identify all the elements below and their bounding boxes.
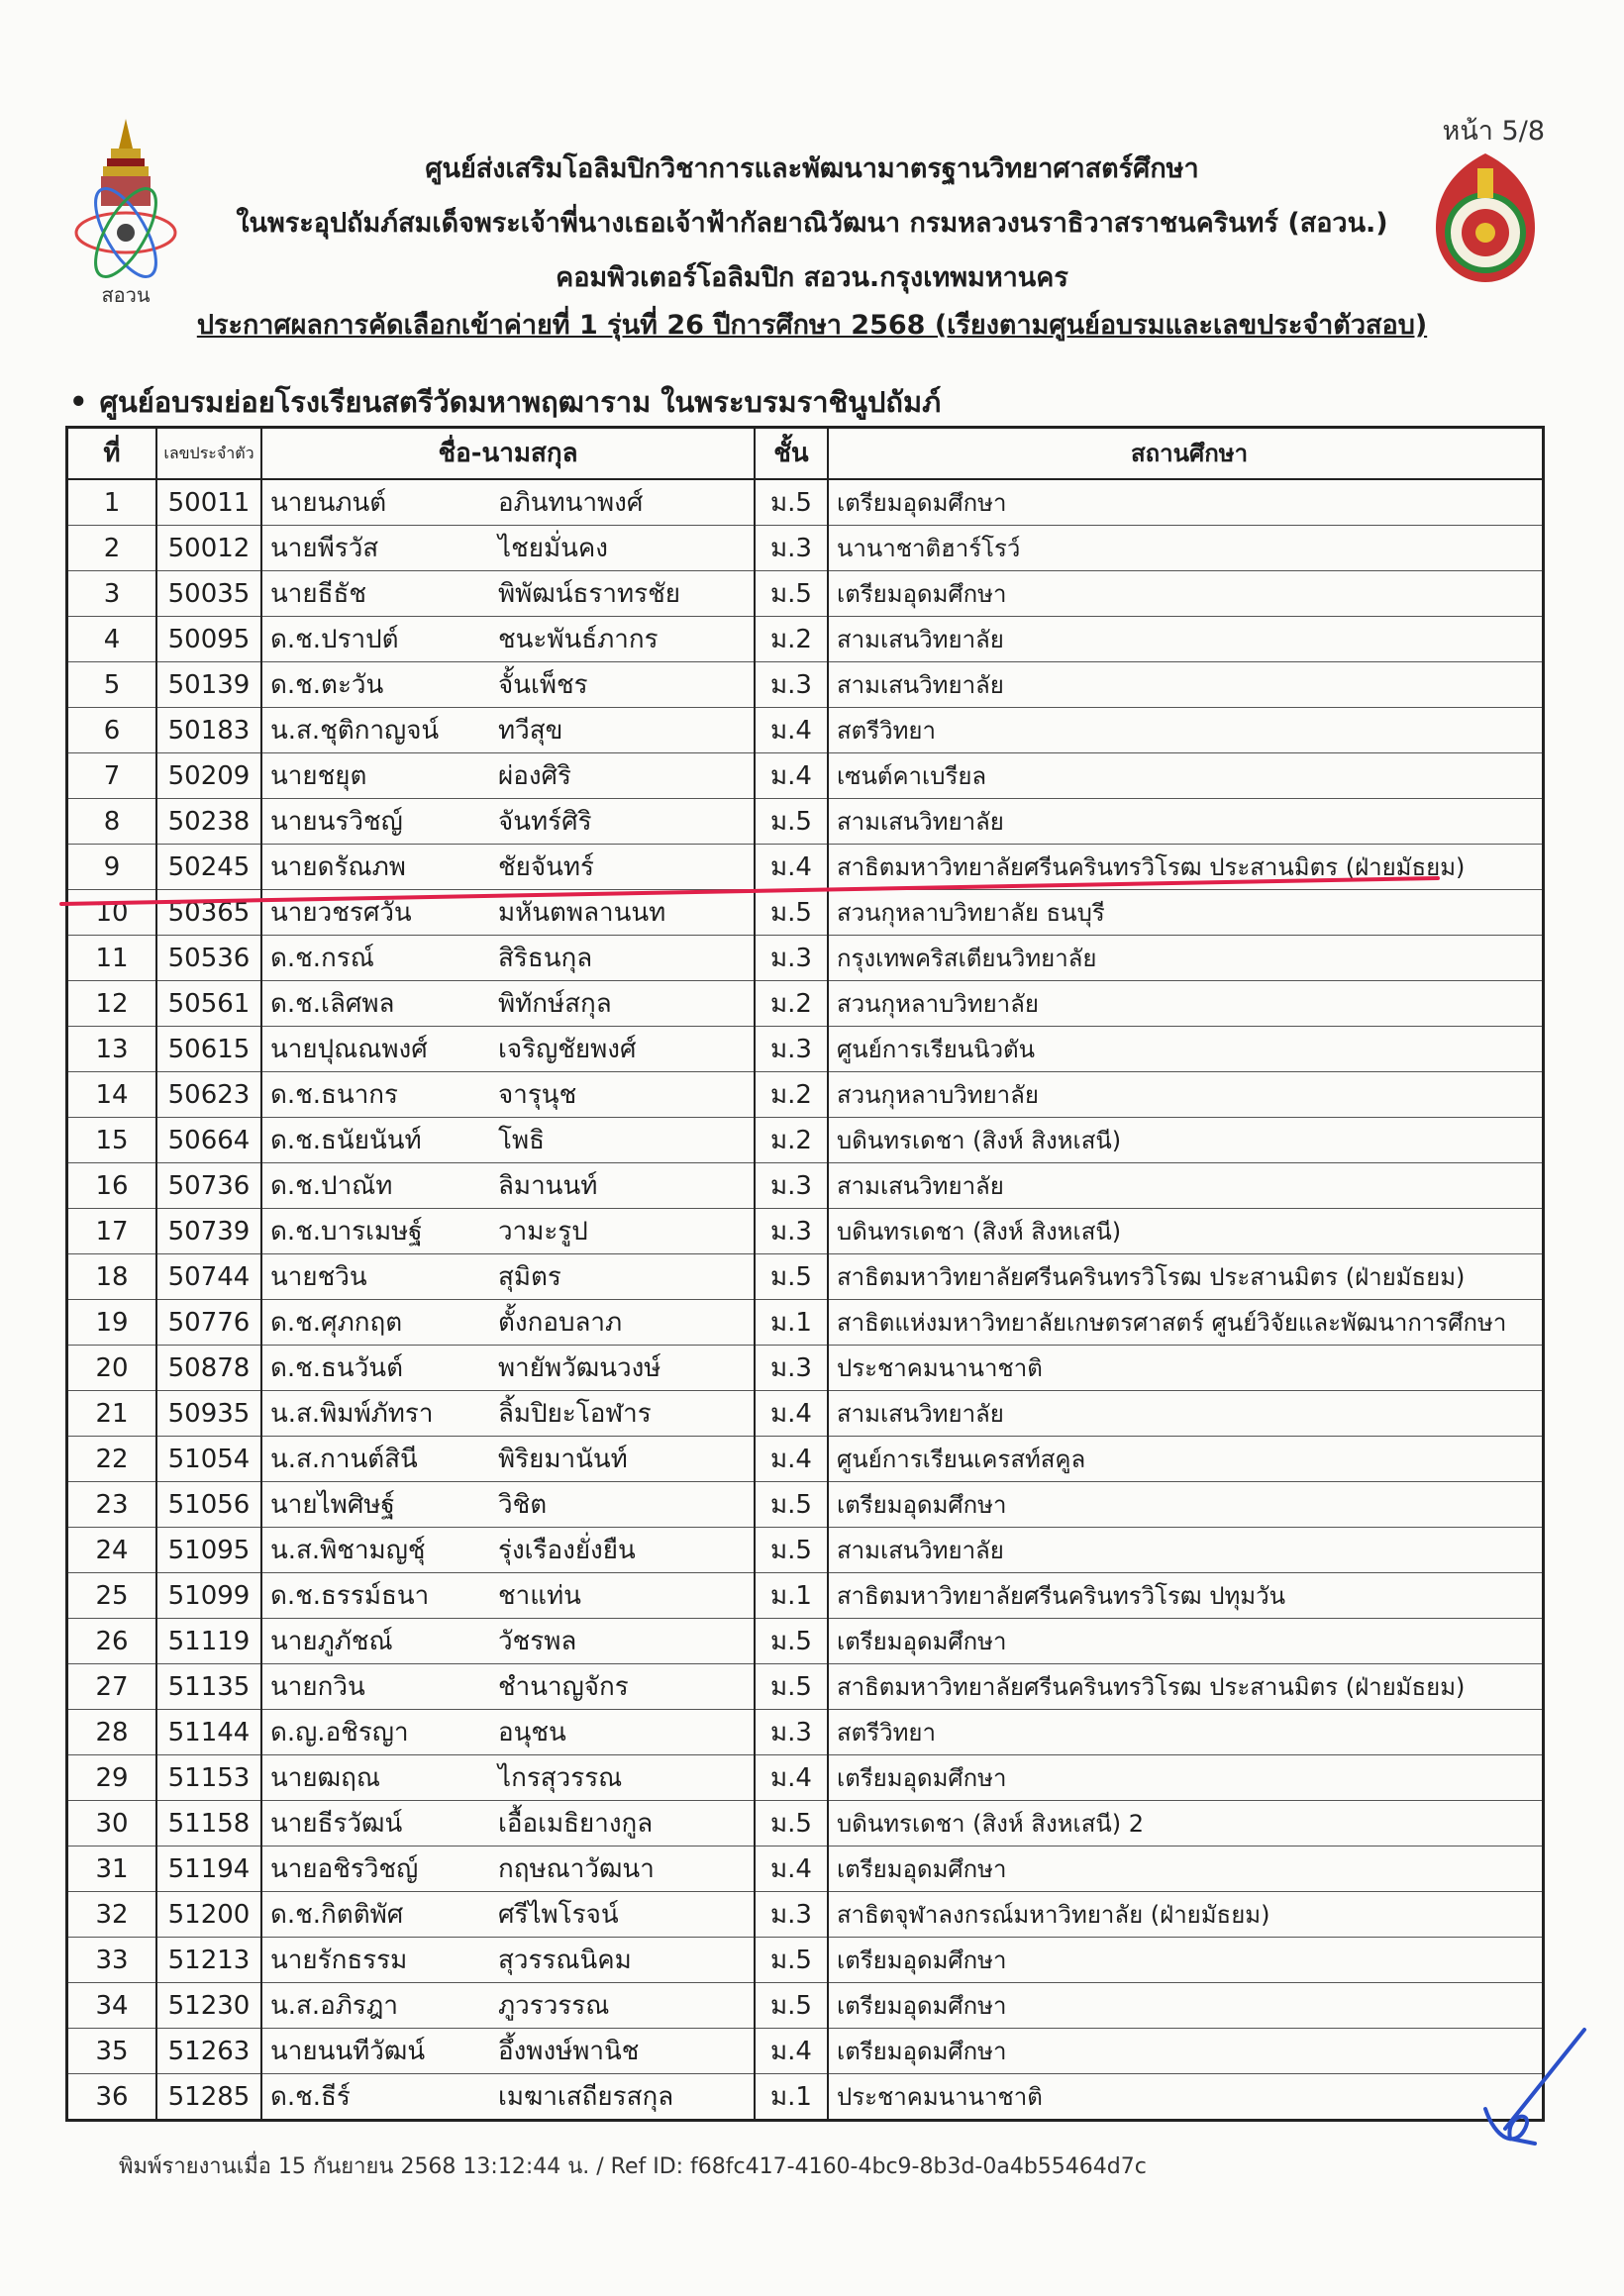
table-row	[67, 1573, 1544, 1619]
cell-last-name: ชัยจันทร์	[488, 845, 755, 890]
cell-first-name: นายรักธรรม	[261, 1938, 488, 1983]
table-row	[67, 890, 1544, 936]
header-grade: ชั้น	[755, 428, 828, 480]
table-row	[67, 1072, 1544, 1118]
cell-id: 50183	[156, 708, 261, 753]
cell-no: 36	[67, 2074, 157, 2121]
cell-school: บดินทรเดชา (สิงห์ สิงหเสนี)	[828, 1209, 1544, 1254]
cell-first-name: นายธีธัช	[261, 571, 488, 617]
cell-school: สาธิตมหาวิทยาลัยศรีนครินทรวิโรฒ ปทุมวัน	[828, 1573, 1544, 1619]
cell-grade: ม.1	[755, 1300, 828, 1346]
footer-print-info: พิมพ์รายงานเมื่อ 15 กันยายน 2568 13:12:44 น. / Ref ID: f68fc417-4160-4bc9-8b3d-0a4b55464d7c	[119, 2154, 1147, 2179]
table-row	[67, 1027, 1544, 1072]
cell-no: 28	[67, 1710, 157, 1755]
cell-no: 4	[67, 617, 157, 662]
cell-school: เตรียมอุดมศึกษา	[828, 1983, 1544, 2029]
cell-last-name: เอื้อเมธิยางกูล	[488, 1801, 755, 1847]
cell-id: 50736	[156, 1163, 261, 1209]
cell-id: 50744	[156, 1254, 261, 1300]
cell-no: 33	[67, 1938, 157, 1983]
table-row	[67, 617, 1544, 662]
cell-school: สามเสนวิทยาลัย	[828, 1163, 1544, 1209]
cell-id: 50012	[156, 526, 261, 571]
cell-first-name: ด.ช.ธรรม์ธนา	[261, 1573, 488, 1619]
cell-grade: ม.5	[755, 799, 828, 845]
table-body	[67, 479, 1544, 2121]
cell-no: 12	[67, 981, 157, 1027]
cell-no: 32	[67, 1892, 157, 1938]
cell-id: 50035	[156, 571, 261, 617]
cell-first-name: นายภูภัชณ์	[261, 1619, 488, 1664]
cell-id: 50536	[156, 936, 261, 981]
table-row	[67, 1482, 1544, 1528]
cell-grade: ม.3	[755, 1346, 828, 1391]
cell-grade: ม.5	[755, 1528, 828, 1573]
table-row	[67, 1847, 1544, 1892]
cell-first-name: ด.ช.ธีร์	[261, 2074, 488, 2121]
cell-grade: ม.2	[755, 1072, 828, 1118]
table-row	[67, 571, 1544, 617]
cell-grade: ม.5	[755, 1801, 828, 1847]
header-announcement-title: ประกาศผลการคัดเลือกเข้าค่ายที่ 1 รุ่นที่ 26 ปีการศึกษา 2568 (เรียงตามศูนย์อบรมและเลขประจำตัวสอบ)	[196, 310, 1428, 341]
cell-id: 51158	[156, 1801, 261, 1847]
cell-last-name: พิพัฒน์ธราทรชัย	[488, 571, 755, 617]
cell-no: 34	[67, 1983, 157, 2029]
cell-id: 50739	[156, 1209, 261, 1254]
results-table	[65, 426, 1545, 2122]
table-header-row	[67, 428, 1544, 480]
cell-last-name: ทวีสุข	[488, 708, 755, 753]
cell-no: 8	[67, 799, 157, 845]
table-row	[67, 1254, 1544, 1300]
header-org-name: ศูนย์ส่งเสริมโอลิมปิกวิชาการและพัฒนามาตรฐานวิทยาศาสตร์ศึกษา	[425, 153, 1199, 184]
cell-school: สวนกุหลาบวิทยาลัย	[828, 981, 1544, 1027]
table-row	[67, 708, 1544, 753]
cell-school: สามเสนวิทยาลัย	[828, 799, 1544, 845]
cell-grade: ม.3	[755, 1027, 828, 1072]
cell-no: 9	[67, 845, 157, 890]
cell-last-name: พายัพวัฒนวงษ์	[488, 1346, 755, 1391]
cell-school: เตรียมอุดมศึกษา	[828, 571, 1544, 617]
cell-no: 14	[67, 1072, 157, 1118]
cell-school: สามเสนวิทยาลัย	[828, 662, 1544, 708]
section-title: ศูนย์อบรมย่อยโรงเรียนสตรีวัดมหาพฤฒาราม ในพระบรมราชินูปถัมภ์	[99, 385, 942, 419]
cell-grade: ม.4	[755, 1847, 828, 1892]
cell-last-name: ชนะพันธ์ภากร	[488, 617, 755, 662]
table-row	[67, 1163, 1544, 1209]
cell-school: สาธิตแห่งมหาวิทยาลัยเกษตรศาสตร์ ศูนย์วิจัยและพัฒนาการศึกษา	[828, 1300, 1544, 1346]
cell-last-name: ไกรสุวรรณ	[488, 1755, 755, 1801]
cell-no: 18	[67, 1254, 157, 1300]
cell-school: สาธิตจุฬาลงกรณ์มหาวิทยาลัย (ฝ่ายมัธยม)	[828, 1892, 1544, 1938]
cell-grade: ม.2	[755, 1118, 828, 1163]
cell-school: เตรียมอุดมศึกษา	[828, 1755, 1544, 1801]
cell-last-name: มหันตพลานนท	[488, 890, 755, 936]
cell-id: 51213	[156, 1938, 261, 1983]
cell-id: 50664	[156, 1118, 261, 1163]
cell-school: สตรีวิทยา	[828, 708, 1544, 753]
table-row	[67, 753, 1544, 799]
cell-last-name: ภูวรวรรณ	[488, 1983, 755, 2029]
cell-grade: ม.3	[755, 1163, 828, 1209]
cell-school: นานาชาติฮาร์โรว์	[828, 526, 1544, 571]
cell-id: 50878	[156, 1346, 261, 1391]
header-name: ชื่อ-นามสกุล	[261, 428, 755, 480]
cell-school: สามเสนวิทยาลัย	[828, 617, 1544, 662]
cell-first-name: น.ส.ชุติกาญจน์	[261, 708, 488, 753]
cell-school: สตรีวิทยา	[828, 1710, 1544, 1755]
cell-first-name: นายฒฤณ	[261, 1755, 488, 1801]
cell-last-name: สิริธนกุล	[488, 936, 755, 981]
cell-school: ศูนย์การเรียนเครสท์สคูล	[828, 1437, 1544, 1482]
table-row	[67, 1983, 1544, 2029]
cell-school: เตรียมอุดมศึกษา	[828, 479, 1544, 526]
table-row	[67, 1346, 1544, 1391]
cell-no: 3	[67, 571, 157, 617]
cell-id: 50095	[156, 617, 261, 662]
cell-first-name: ด.ช.ธนากร	[261, 1072, 488, 1118]
table-row	[67, 1619, 1544, 1664]
cell-last-name: วามะรูป	[488, 1209, 755, 1254]
cell-no: 19	[67, 1300, 157, 1346]
cell-last-name: เจริญชัยพงศ์	[488, 1027, 755, 1072]
cell-grade: ม.3	[755, 1710, 828, 1755]
cell-grade: ม.3	[755, 936, 828, 981]
cell-no: 23	[67, 1482, 157, 1528]
cell-no: 27	[67, 1664, 157, 1710]
cell-id: 51095	[156, 1528, 261, 1573]
section-heading	[69, 379, 941, 425]
cell-grade: ม.5	[755, 1664, 828, 1710]
cell-grade: ม.4	[755, 1755, 828, 1801]
cell-last-name: อนุชน	[488, 1710, 755, 1755]
cell-first-name: น.ส.พิชามญชุ์	[261, 1528, 488, 1573]
cell-no: 21	[67, 1391, 157, 1437]
table-row	[67, 2074, 1544, 2121]
cell-id: 50245	[156, 845, 261, 890]
cell-grade: ม.2	[755, 981, 828, 1027]
cell-grade: ม.5	[755, 1619, 828, 1664]
cell-school: เตรียมอุดมศึกษา	[828, 2029, 1544, 2074]
cell-first-name: ด.ช.ธนัยนันท์	[261, 1118, 488, 1163]
cell-no: 6	[67, 708, 157, 753]
cell-first-name: นายพีรวัส	[261, 526, 488, 571]
cell-id: 51099	[156, 1573, 261, 1619]
table-row	[67, 2029, 1544, 2074]
cell-id: 51056	[156, 1482, 261, 1528]
cell-school: เตรียมอุดมศึกษา	[828, 1619, 1544, 1664]
table-row	[67, 1391, 1544, 1437]
cell-first-name: ด.ช.ปาณัท	[261, 1163, 488, 1209]
table-row	[67, 526, 1544, 571]
cell-grade: ม.5	[755, 1482, 828, 1528]
cell-grade: ม.4	[755, 753, 828, 799]
cell-last-name: ศรีไพโรจน์	[488, 1892, 755, 1938]
cell-last-name: กฤษณาวัฒนา	[488, 1847, 755, 1892]
cell-school: เตรียมอุดมศึกษา	[828, 1482, 1544, 1528]
cell-no: 1	[67, 479, 157, 526]
cell-school: เซนต์คาเบรียล	[828, 753, 1544, 799]
cell-first-name: นายนรวิชญ์	[261, 799, 488, 845]
cell-grade: ม.3	[755, 662, 828, 708]
table-row	[67, 981, 1544, 1027]
table-row	[67, 479, 1544, 526]
cell-id: 51263	[156, 2029, 261, 2074]
cell-grade: ม.5	[755, 1254, 828, 1300]
cell-last-name: ตั้งกอบลาภ	[488, 1300, 755, 1346]
cell-last-name: อึ้งพงษ์พานิช	[488, 2029, 755, 2074]
cell-id: 51194	[156, 1847, 261, 1892]
cell-last-name: สุวรรณนิคม	[488, 1938, 755, 1983]
cell-last-name: ลิ้มปิยะโอฬาร	[488, 1391, 755, 1437]
cell-no: 22	[67, 1437, 157, 1482]
cell-no: 7	[67, 753, 157, 799]
cell-first-name: นายนนทีวัฒน์	[261, 2029, 488, 2074]
cell-last-name: จั้นเพ็ชร	[488, 662, 755, 708]
cell-first-name: ด.ช.ปราปต์	[261, 617, 488, 662]
cell-first-name: นายไพศิษฐ์	[261, 1482, 488, 1528]
cell-first-name: ด.ช.ตะวัน	[261, 662, 488, 708]
cell-first-name: ด.ช.เลิศพล	[261, 981, 488, 1027]
cell-last-name: รุ่งเรืองยั่งยืน	[488, 1528, 755, 1573]
cell-no: 16	[67, 1163, 157, 1209]
cell-last-name: อภินทนาพงศ์	[488, 479, 755, 526]
cell-no: 15	[67, 1118, 157, 1163]
cell-id: 50011	[156, 479, 261, 526]
cell-first-name: นายอชิรวิชญ์	[261, 1847, 488, 1892]
table-row	[67, 1528, 1544, 1573]
cell-grade: ม.4	[755, 1391, 828, 1437]
cell-first-name: ด.ช.ธนวันต์	[261, 1346, 488, 1391]
cell-grade: ม.1	[755, 2074, 828, 2121]
cell-school: เตรียมอุดมศึกษา	[828, 1847, 1544, 1892]
cell-last-name: ลิมานนท์	[488, 1163, 755, 1209]
cell-first-name: นายชวิน	[261, 1254, 488, 1300]
cell-school: ประชาคมนานาชาติ	[828, 2074, 1544, 2121]
cell-no: 11	[67, 936, 157, 981]
cell-last-name: จารุนุช	[488, 1072, 755, 1118]
cell-grade: ม.5	[755, 571, 828, 617]
cell-id: 50615	[156, 1027, 261, 1072]
cell-grade: ม.4	[755, 2029, 828, 2074]
table-row	[67, 1437, 1544, 1482]
cell-first-name: นายวชรศวัน	[261, 890, 488, 936]
table-row	[67, 1892, 1544, 1938]
cell-last-name: จันทร์ศิริ	[488, 799, 755, 845]
cell-school: สามเสนวิทยาลัย	[828, 1391, 1544, 1437]
cell-grade: ม.5	[755, 1938, 828, 1983]
cell-no: 29	[67, 1755, 157, 1801]
cell-grade: ม.5	[755, 890, 828, 936]
header-id: เลขประจำตัว	[156, 428, 261, 480]
cell-id: 51153	[156, 1755, 261, 1801]
cell-school: ประชาคมนานาชาติ	[828, 1346, 1544, 1391]
cell-grade: ม.5	[755, 1983, 828, 2029]
cell-first-name: ด.ช.กิตติพัศ	[261, 1892, 488, 1938]
cell-last-name: โพธิ	[488, 1118, 755, 1163]
table-row	[67, 662, 1544, 708]
handwritten-signature-icon	[1466, 2020, 1604, 2158]
cell-first-name: ด.ญ.อชิรญา	[261, 1710, 488, 1755]
cell-first-name: นายปุณณพงศ์	[261, 1027, 488, 1072]
cell-no: 35	[67, 2029, 157, 2074]
cell-no: 13	[67, 1027, 157, 1072]
cell-id: 50623	[156, 1072, 261, 1118]
cell-id: 50561	[156, 981, 261, 1027]
cell-grade: ม.3	[755, 526, 828, 571]
cell-first-name: ด.ช.ศุภกฤต	[261, 1300, 488, 1346]
table-row	[67, 1209, 1544, 1254]
cell-grade: ม.4	[755, 708, 828, 753]
cell-last-name: ชาแท่น	[488, 1573, 755, 1619]
table-row	[67, 845, 1544, 890]
header-patronage: ในพระอุปถัมภ์สมเด็จพระเจ้าพี่นางเธอเจ้าฟ้ากัลยาณิวัฒนา กรมหลวงนราธิวาสราชนครินทร์ (สอวน.)	[236, 208, 1388, 239]
table-row	[67, 1938, 1544, 1983]
table-row	[67, 936, 1544, 981]
table-row	[67, 1300, 1544, 1346]
cell-id: 50935	[156, 1391, 261, 1437]
cell-last-name: สุมิตร	[488, 1254, 755, 1300]
cell-school: สวนกุหลาบวิทยาลัย	[828, 1072, 1544, 1118]
cell-id: 50776	[156, 1300, 261, 1346]
cell-id: 51200	[156, 1892, 261, 1938]
cell-school: สาธิตมหาวิทยาลัยศรีนครินทรวิโรฒ ประสานมิตร (ฝ่ายมัธยม)	[828, 845, 1544, 890]
table-row	[67, 799, 1544, 845]
cell-id: 50139	[156, 662, 261, 708]
page-number: หน้า 5/8	[1442, 116, 1545, 147]
cell-grade: ม.3	[755, 1209, 828, 1254]
header-school: สถานศึกษา	[828, 428, 1544, 480]
cell-first-name: น.ส.พิมพ์ภัทรา	[261, 1391, 488, 1437]
cell-school: บดินทรเดชา (สิงห์ สิงหเสนี)	[828, 1118, 1544, 1163]
cell-first-name: น.ส.กานต์สินี	[261, 1437, 488, 1482]
table-row	[67, 1755, 1544, 1801]
cell-school: เตรียมอุดมศึกษา	[828, 1938, 1544, 1983]
header-subject: คอมพิวเตอร์โอลิมปิก สอวน.กรุงเทพมหานคร	[556, 262, 1068, 293]
table-row	[67, 1664, 1544, 1710]
table-row	[67, 1710, 1544, 1755]
cell-no: 20	[67, 1346, 157, 1391]
cell-grade: ม.4	[755, 845, 828, 890]
cell-school: สาธิตมหาวิทยาลัยศรีนครินทรวิโรฒ ประสานมิตร (ฝ่ายมัธยม)	[828, 1254, 1544, 1300]
cell-id: 51230	[156, 1983, 261, 2029]
cell-grade: ม.5	[755, 479, 828, 526]
cell-school: กรุงเทพคริสเตียนวิทยาลัย	[828, 936, 1544, 981]
cell-no: 25	[67, 1573, 157, 1619]
cell-first-name: ด.ช.กรณ์	[261, 936, 488, 981]
cell-no: 31	[67, 1847, 157, 1892]
cell-last-name: เมฆาเสถียรสกุล	[488, 2074, 755, 2121]
cell-grade: ม.2	[755, 617, 828, 662]
logo-text: สอวน	[101, 283, 151, 307]
cell-last-name: ไชยมั่นคง	[488, 526, 755, 571]
cell-last-name: วิชิต	[488, 1482, 755, 1528]
cell-first-name: นายธีรวัฒน์	[261, 1801, 488, 1847]
cell-first-name: นายดรัณภพ	[261, 845, 488, 890]
cell-school: บดินทรเดชา (สิงห์ สิงหเสนี) 2	[828, 1801, 1544, 1847]
cell-no: 26	[67, 1619, 157, 1664]
cell-school: ศูนย์การเรียนนิวตัน	[828, 1027, 1544, 1072]
cell-first-name: น.ส.อภิรฎา	[261, 1983, 488, 2029]
cell-school: สามเสนวิทยาลัย	[828, 1528, 1544, 1573]
table-row	[67, 1118, 1544, 1163]
cell-first-name: นายชยุต	[261, 753, 488, 799]
cell-first-name: ด.ช.บารเมษฐ์	[261, 1209, 488, 1254]
cell-id: 51119	[156, 1619, 261, 1664]
cell-last-name: พิทักษ์สกุล	[488, 981, 755, 1027]
bullet: •	[69, 385, 88, 419]
cell-no: 30	[67, 1801, 157, 1847]
cell-id: 51054	[156, 1437, 261, 1482]
cell-last-name: วัชรพล	[488, 1619, 755, 1664]
cell-id: 50209	[156, 753, 261, 799]
cell-last-name: ชำนาญจักร	[488, 1664, 755, 1710]
cell-no: 5	[67, 662, 157, 708]
header-no: ที่	[67, 428, 157, 480]
cell-id: 51285	[156, 2074, 261, 2121]
cell-first-name: นายนภนต์	[261, 479, 488, 526]
cell-id: 50238	[156, 799, 261, 845]
cell-id: 50365	[156, 890, 261, 936]
table-row	[67, 1801, 1544, 1847]
cell-no: 24	[67, 1528, 157, 1573]
cell-no: 2	[67, 526, 157, 571]
cell-grade: ม.3	[755, 1892, 828, 1938]
cell-first-name: นายกวิน	[261, 1664, 488, 1710]
cell-grade: ม.4	[755, 1437, 828, 1482]
cell-id: 51135	[156, 1664, 261, 1710]
cell-school: สวนกุหลาบวิทยาลัย ธนบุรี	[828, 890, 1544, 936]
cell-grade: ม.1	[755, 1573, 828, 1619]
cell-last-name: ผ่องศิริ	[488, 753, 755, 799]
cell-no: 10	[67, 890, 157, 936]
cell-id: 51144	[156, 1710, 261, 1755]
cell-no: 17	[67, 1209, 157, 1254]
cell-last-name: พิริยมานันท์	[488, 1437, 755, 1482]
cell-school: สาธิตมหาวิทยาลัยศรีนครินทรวิโรฒ ประสานมิตร (ฝ่ายมัธยม)	[828, 1664, 1544, 1710]
